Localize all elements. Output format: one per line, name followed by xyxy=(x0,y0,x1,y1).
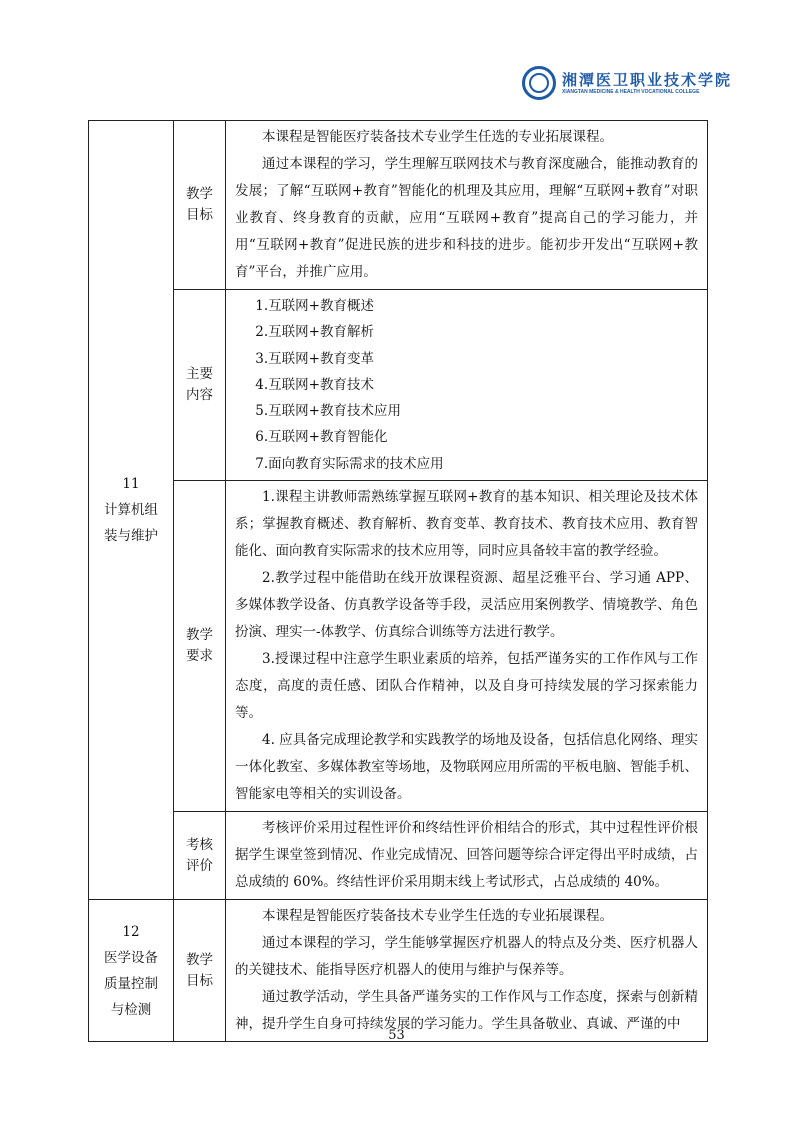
requirement-text xyxy=(226,481,708,812)
course-number: 11 xyxy=(122,476,140,493)
course-name: 医学设备质量控制与检测 xyxy=(104,949,158,1018)
list-item: 4.互联网+教育技术 xyxy=(255,376,374,393)
logo-english-name: XIANGTAN MEDICINE & HEALTH VOCATIONAL COLLEGE xyxy=(562,88,700,95)
paragraph: 4. 应具备完成理论教学和实践教学的场地及设备，包括信息化网络、理实一体化教室、多媒体教室等场地，及物联网应用所需的平板电脑、智能手机、智能家电等相关的实训设备。 xyxy=(235,732,698,803)
goal-label: 教学目标 xyxy=(186,951,213,989)
paragraph: 2.教学过程中能借助在线开放课程资源、超星泛雅平台、学习通 APP、多媒体教学设备、仿真教学设备等手段，灵活应用案例教学、情境教学、角色扮演、理实一-体教学、仿真综合训练等方法进行教学。 xyxy=(235,570,698,641)
list-item: 3.互联网+教育变革 xyxy=(255,350,374,367)
list-item: 2.互联网+教育解析 xyxy=(255,324,374,341)
paragraph: 通过本课程的学习，学生理解互联网技术与教育深度融合，能推动教育的发展；了解“互联网+教育”智能化的机理及其应用，理解“互联网+教育”对职业教育、终身教育的贡献，应用“互联网+教育”提高自己的学习能力，并用“互联网+教育”促进民族的进步和科技的进步。能初步开发出“互联网+教育”平台，并推广应用。 xyxy=(235,156,698,280)
paragraph: 1.课程主讲教师需熟练掌握互联网+教育的基本知识、相关理论及技术体系；掌握教育概述、教育解析、教育变革、教育技术、教育技术应用、教育智能化、面向教育实际需求的技术应用等，同时应具备较丰富的教学经验。 xyxy=(235,489,698,560)
course-name: 计算机组装与维护 xyxy=(104,502,158,545)
course-11-cell xyxy=(89,121,174,900)
paragraph: 本课程是智能医疗装备技术专业学生任选的专业拓展课程。 xyxy=(262,908,613,925)
evaluation-label: 考核评价 xyxy=(186,836,213,874)
goal-label: 教学目标 xyxy=(186,186,213,223)
goal-text xyxy=(226,121,708,290)
logo-chinese-name: 湘潭医卫职业技术学院 xyxy=(562,70,733,89)
paragraph: 本课程是智能医疗装备技术专业学生任选的专业拓展课程。 xyxy=(262,129,613,145)
list-item: 1.互联网+教育概述 xyxy=(255,298,374,314)
page-number: 53 xyxy=(388,1028,405,1043)
course-number: 12 xyxy=(122,923,140,940)
course-table xyxy=(88,120,708,1042)
college-seal-icon xyxy=(522,66,556,100)
list-item: 5.互联网+教育技术应用 xyxy=(255,403,401,420)
paragraph: 3.授课过程中注意学生职业素质的培养，包括严谨务实的工作作风与工作态度，高度的责任感、团队合作精神，以及自身可持续发展的学习探索能力等。 xyxy=(235,651,698,722)
requirement-label: 教学要求 xyxy=(186,627,213,665)
content-list xyxy=(226,290,708,481)
list-item: 6.互联网+教育智能化 xyxy=(255,429,388,446)
course-12-cell xyxy=(89,900,174,1042)
college-logo xyxy=(522,66,732,100)
paragraph: 考核评价采用过程性评价和终结性评价相结合的形式，其中过程性评价根据学生课堂签到情况、作业完成情况、回答问题等综合评定得出平时成绩，占总成绩的 60%。终结性评价采用期末线上考试形式，占总成绩的 40%。 xyxy=(235,820,698,891)
list-item: 7.面向教育实际需求的技术应用 xyxy=(255,455,444,472)
content-label: 主要内容 xyxy=(186,366,213,404)
paragraph: 通过本课程的学习，学生能够掌握医疗机器人的特点及分类、医疗机器人的关键技术、能指导医疗机器人的使用与维护与保养等。 xyxy=(235,935,698,979)
paragraph: 通过教学活动，学生具备严谨务实的工作作风与工作态度，探索与创新精神，提升学生自身可持续发展的学习能力。学生具备敬业、真诚、严谨的中 xyxy=(235,989,698,1033)
goal-text xyxy=(226,900,708,1042)
evaluation-text xyxy=(226,812,708,900)
